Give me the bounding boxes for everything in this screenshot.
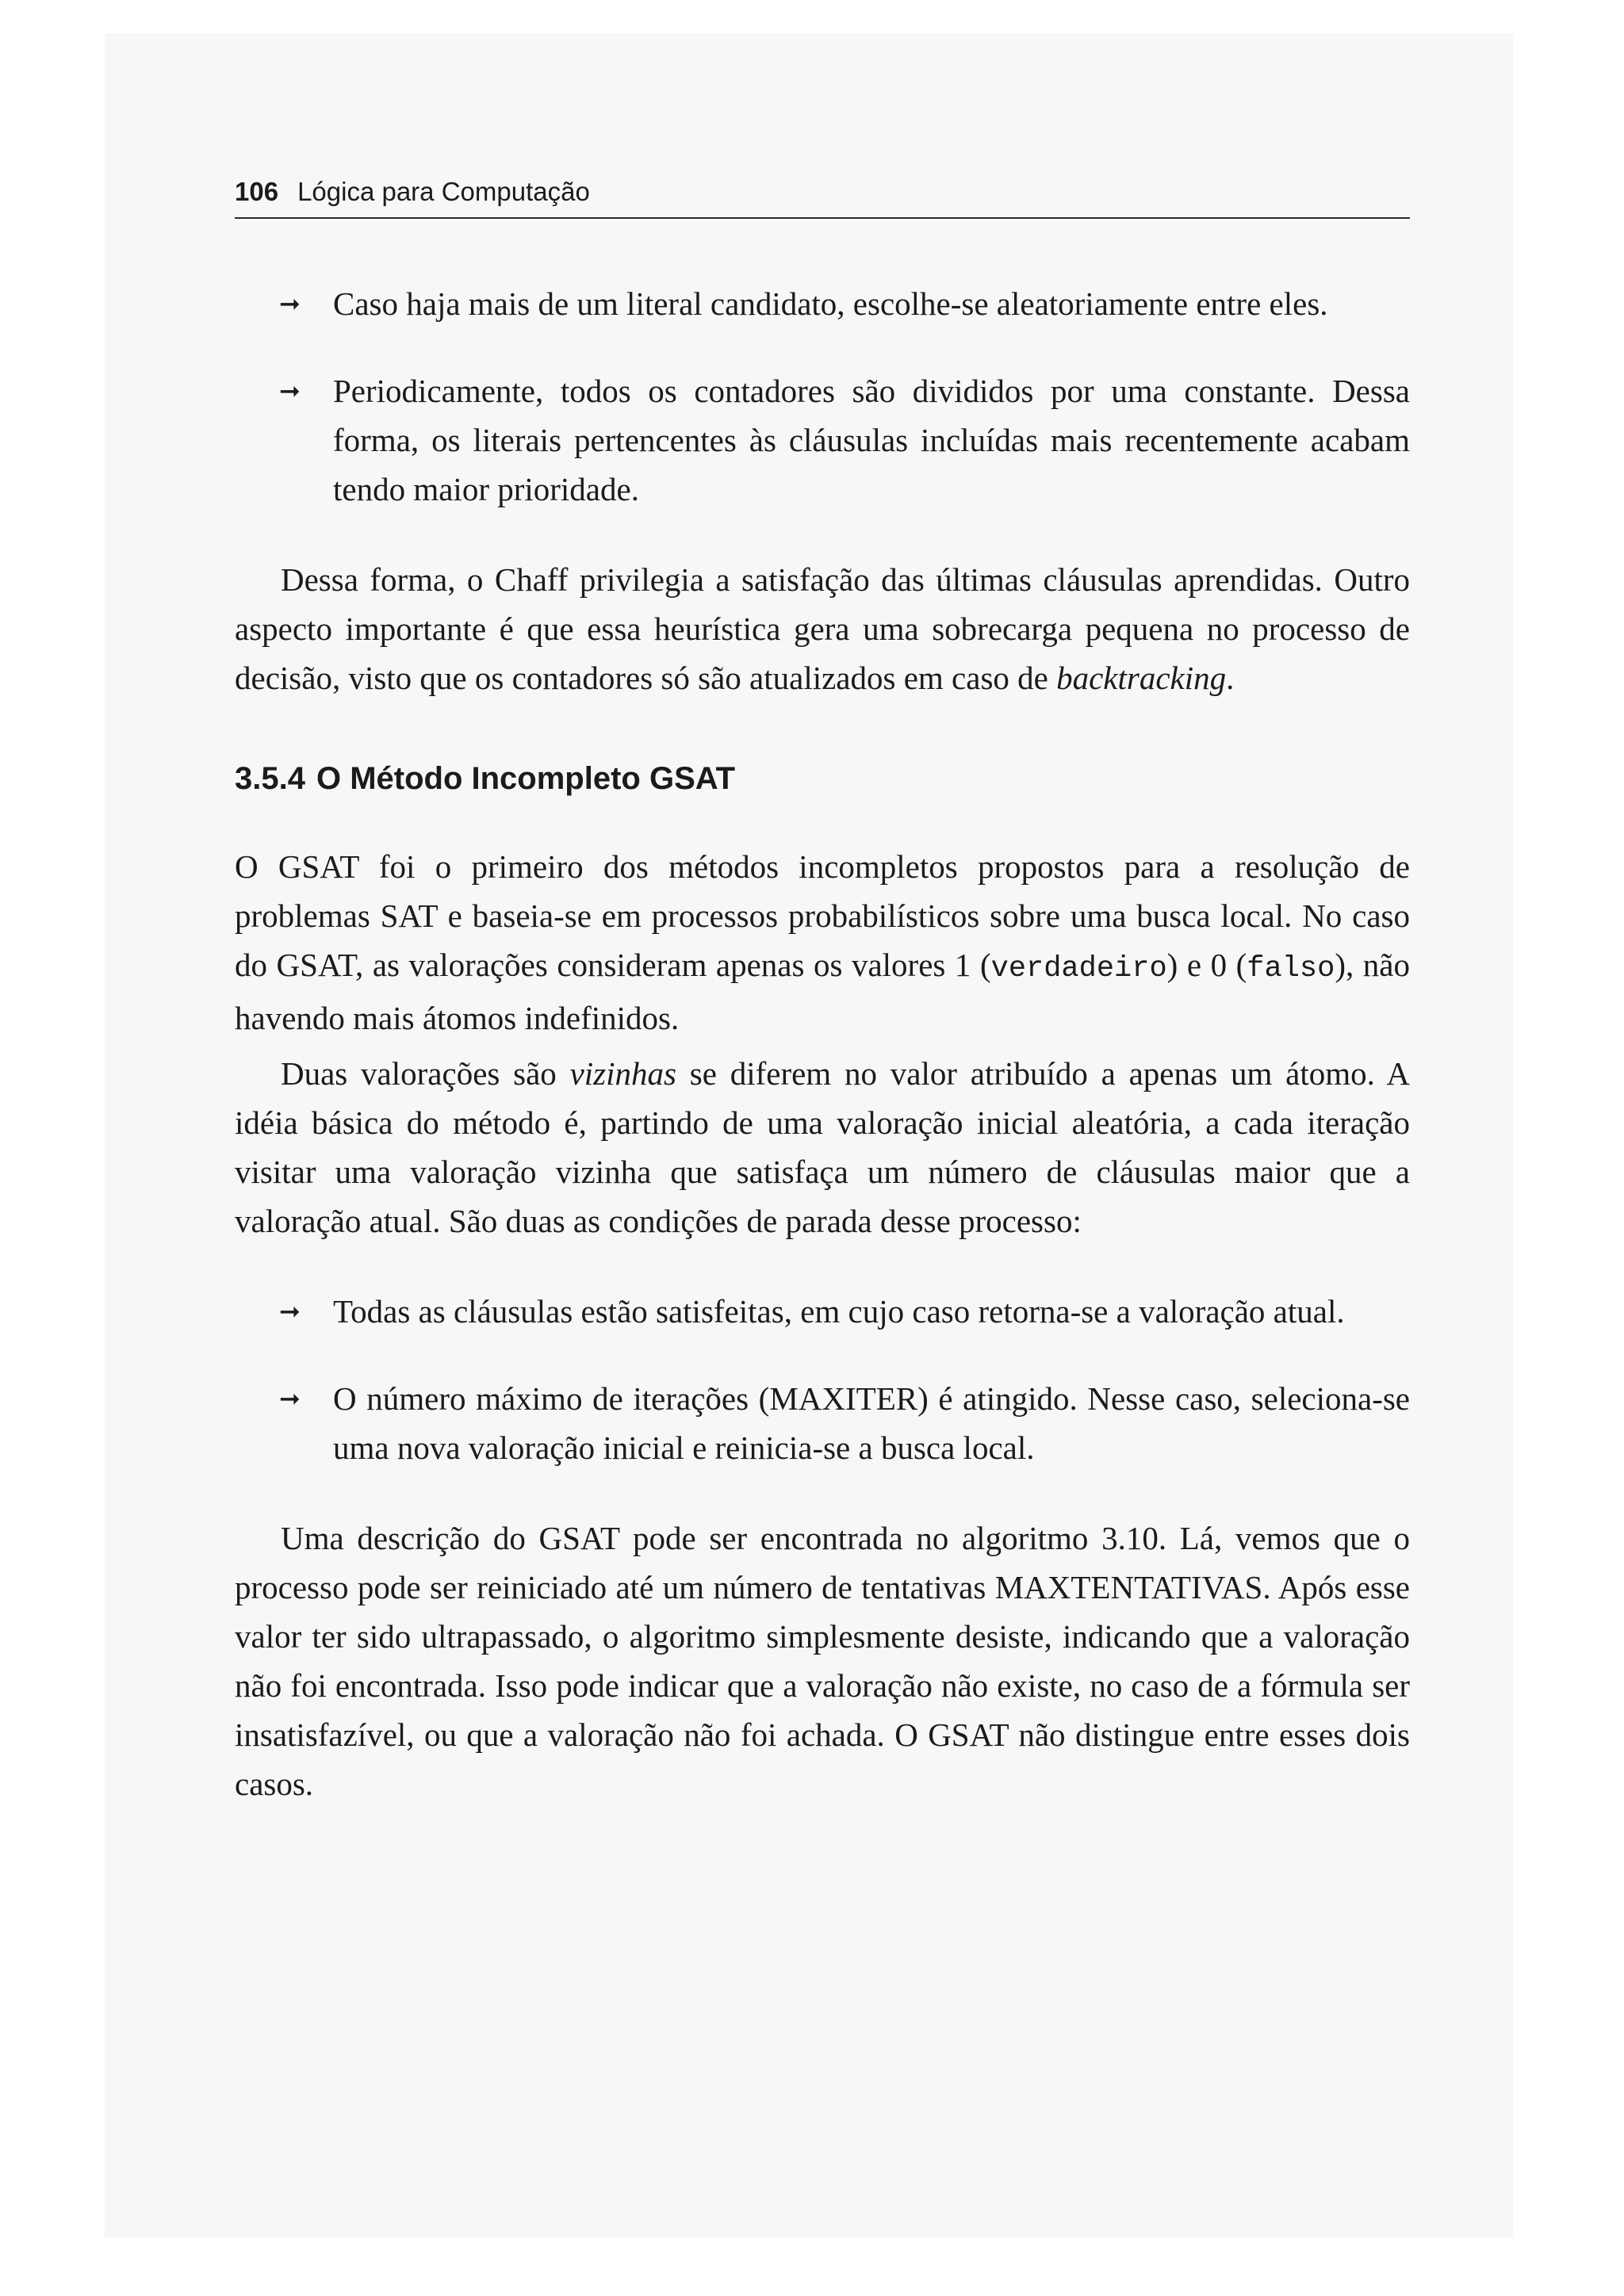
list-item-text: O número máximo de iterações (MAXITER) é atingido. Nesse caso, seleciona-se uma nova valoração inicial e reinicia-se a busca local.: [333, 1380, 1410, 1466]
paragraph-text: .: [1226, 660, 1235, 696]
italic-term: backtracking: [1056, 660, 1227, 696]
paragraph-gsat-intro: [235, 842, 1410, 1043]
page-body: [235, 279, 1410, 1808]
section-title: O Método Incompleto GSAT: [316, 761, 736, 796]
list-item-text: Todas as cláusulas estão satisfeitas, em cujo caso retorna-se a valoração atual.: [333, 1293, 1345, 1330]
paragraph-chaff: [235, 555, 1410, 702]
list-item-text: Caso haja mais de um literal candidato, escolhe-se aleatoriamente entre eles.: [333, 285, 1328, 322]
paragraph-text: ), não havendo mais átomos indefinidos.: [235, 947, 1410, 1036]
paragraph-text: Dessa forma, o Chaff privilegia a satisfação das últimas cláusulas aprendidas. Outro aspecto importante é que essa heurística gera uma sobrecarga pequena no processo de decisão, visto que os contadores só são atualizados em caso de: [235, 561, 1410, 696]
paragraph-final: Uma descrição do GSAT pode ser encontrada no algoritmo 3.10. Lá, vemos que o processo pode ser reiniciado até um número de tentativas MAXTENTATIVAS. Após esse valor ter sido ultrapassado, o algoritmo simplesmente desiste, indicando que a valoração não foi encontrada. Isso pode indicar que a valoração não existe, no caso de a fórmula ser insatisfazível, ou que a valoração não foi achada. O GSAT não distingue entre esses dois casos.: [235, 1520, 1410, 1802]
bullet-list-bottom: [235, 1287, 1410, 1472]
paragraph-text: O GSAT foi o primeiro dos métodos incompletos propostos para a resolução de problemas SAT e baseia-se em processos probabilísticos sobre uma busca local. No caso do GSAT, as valorações consideram apenas os valores 1 (: [235, 848, 1410, 983]
right-arrow-icon: ➞: [279, 376, 301, 406]
list-item-text: Periodicamente, todos os contadores são divididos por uma constante. Dessa forma, os literais pertencentes às cláusulas incluídas mais recentemente acabam tendo maior prioridade.: [333, 373, 1410, 507]
code-term: verdadeiro: [990, 952, 1167, 985]
section-heading: [235, 756, 1410, 801]
section-number: 3.5.4: [235, 761, 305, 796]
paragraph-text: Duas valorações são: [281, 1055, 570, 1092]
code-term: falso: [1247, 952, 1335, 985]
list-item: [235, 1374, 1410, 1472]
page-number: 106: [235, 177, 279, 206]
paragraph-text: ) e 0 (: [1166, 947, 1247, 983]
right-arrow-icon: ➞: [279, 1383, 301, 1414]
right-arrow-icon: ➞: [279, 1296, 301, 1326]
list-item: [235, 279, 1410, 328]
running-header: [235, 173, 1410, 219]
list-item: [235, 1287, 1410, 1336]
bullet-list-top: [235, 279, 1410, 514]
paragraph-vizinhas: [235, 1049, 1410, 1246]
right-arrow-icon: ➞: [279, 289, 301, 319]
paragraph-text: se diferem no valor atribuído a apenas um átomo. A idéia básica do método é, partindo de uma valoração inicial aleatória, a cada iteração visitar uma valoração vizinha que satisfaça um número de cláusulas maior que a valoração atual. São duas as condições de parada desse processo:: [235, 1055, 1410, 1239]
italic-term: vizinhas: [569, 1055, 676, 1092]
book-title: Lógica para Computação: [297, 177, 590, 206]
list-item: [235, 366, 1410, 514]
